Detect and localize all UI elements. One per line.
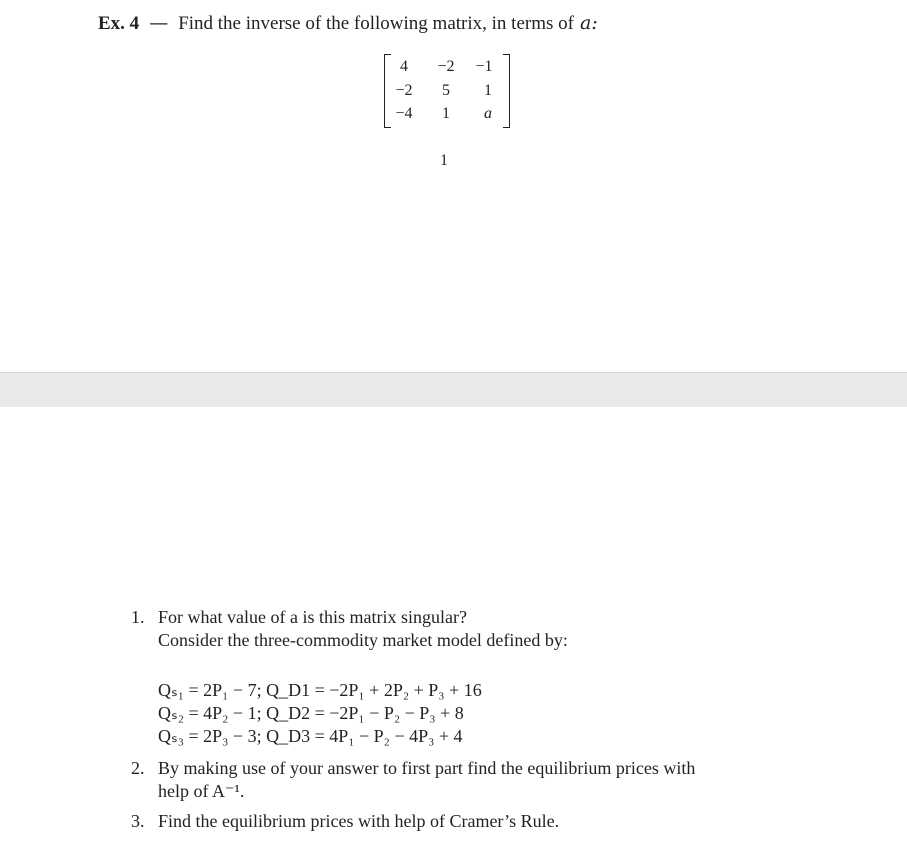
question-text: For what value of a is this matrix singular? (158, 607, 467, 627)
matrix-cell: 1 (442, 105, 450, 122)
exercise-heading (98, 12, 598, 35)
equation-line: Qₛ₁ = 2P₁ − 7; Q_D1 = −2P₁ + 2P₂ + P₃ + 16 (158, 680, 482, 700)
question-number: 2. (131, 758, 145, 778)
matrix-cell: a (484, 105, 492, 122)
question-text: help of A⁻¹. (158, 781, 245, 801)
matrix-cell: −2 (395, 82, 413, 99)
exercise-dash: — (149, 12, 169, 34)
question-number: 3. (131, 811, 145, 831)
matrix-cell: −1 (475, 58, 493, 75)
matrix (384, 54, 510, 128)
exercise-variable: a: (580, 12, 598, 34)
equation-line: Qₛ₂ = 4P₂ − 1; Q_D2 = −2P₁ − P₂ − P₃ + 8 (158, 703, 464, 723)
page-number: 1 (440, 152, 448, 169)
matrix-cell: −4 (395, 105, 413, 122)
exercise-label: Ex. 4 (98, 13, 140, 34)
matrix-cell: 4 (400, 58, 408, 75)
question-text: Consider the three-commodity market model defined by: (158, 630, 568, 650)
exercise-prompt: Find the inverse of the following matrix, in terms of (178, 13, 574, 34)
equation-line: Qₛ₃ = 2P₃ − 3; Q_D3 = 4P₁ − P₂ − 4P₃ + 4 (158, 726, 463, 746)
matrix-cell: −2 (437, 58, 455, 75)
matrix-cell: 1 (484, 82, 492, 99)
question-text: Find the equilibrium prices with help of Cramer’s Rule. (158, 811, 560, 831)
page-bottom (0, 407, 907, 849)
question-number: 1. (131, 607, 145, 627)
matrix-right-bracket (503, 54, 510, 128)
question-text: By making use of your answer to first part find the equilibrium prices with (158, 758, 696, 778)
matrix-cell: 5 (442, 82, 450, 99)
page-top (0, 0, 907, 372)
page-separator (0, 372, 907, 407)
